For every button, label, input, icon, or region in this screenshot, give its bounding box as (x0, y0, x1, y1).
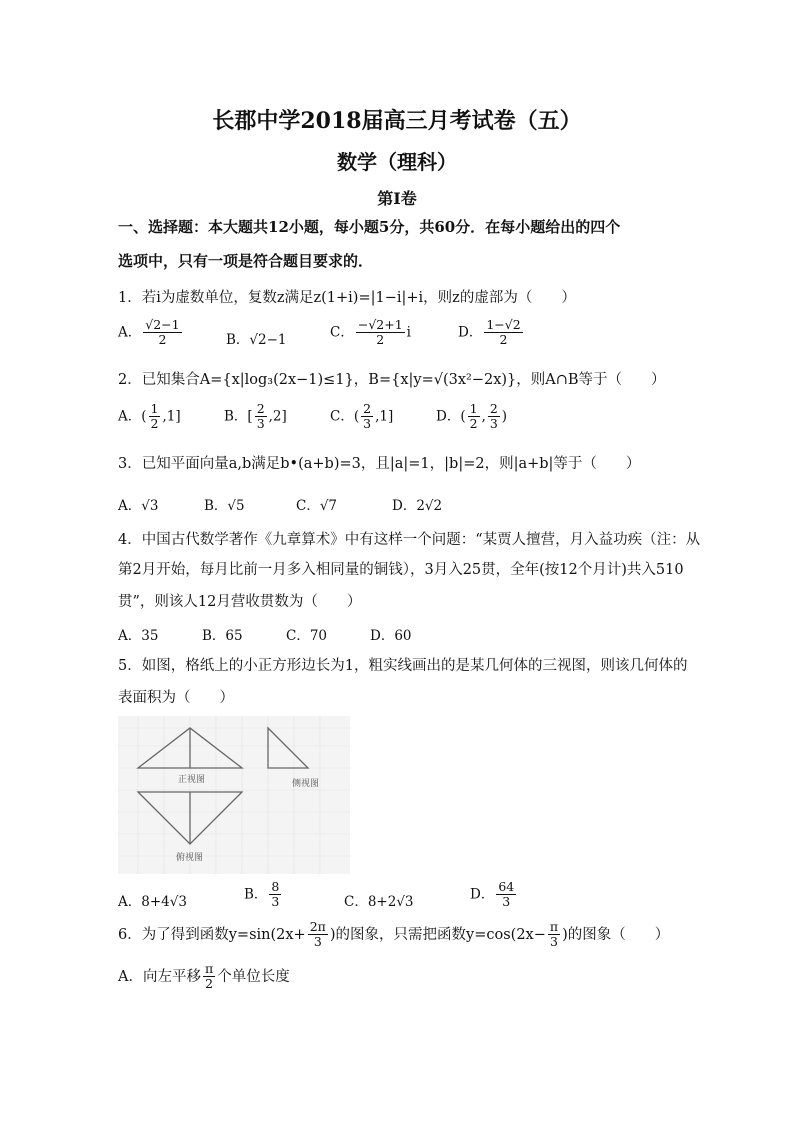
q4-stem-line3: 贯”，则该人12月营收贯数为（ ） (118, 594, 362, 610)
section-heading-line2: 选项中，只有一项是符合题目要求的． (118, 252, 374, 270)
q5-option-c: C．8+2√3 (344, 894, 414, 910)
page-subtitle: 数学（理科） (337, 150, 457, 174)
section-heading-line1: 一、选择题：本大题共12小题，每小题5分，共60分．在每小题给出的四个 (118, 218, 621, 236)
q5-stem-line1: 5．如图，格纸上的小正方形边长为1，粗实线画出的是某几何体的三视图，则该几何体的 (118, 658, 688, 674)
q3-option-b: B．√5 (204, 498, 245, 514)
q4-option-c: C．70 (286, 628, 328, 644)
q1-option-a: A． $\frac{√2-1}{2}$ (118, 317, 180, 348)
q1-option-b: B．√2−1 (226, 332, 287, 348)
q2-stem: 2．已知集合A={x|log₃(2x−1)≤1}，B={x|y=√(3x²−2x)}，则A∩B等于（ ） (118, 372, 666, 388)
side-view-label: 侧视图 (292, 779, 320, 789)
q4-option-d: D．60 (370, 628, 412, 644)
q4-option-b: B．65 (202, 628, 243, 644)
volume-label: 第Ⅰ卷 (377, 189, 417, 208)
q2-option-a: A．( $\frac{1}{2}$ ,1] (118, 401, 181, 432)
q4-stem-line2: 第2月开始，每月比前一月多入相同量的铜钱），3月入25贯，全年(按12个月计)共入510 (118, 562, 684, 578)
q2-option-d: D．( $\frac{1}{2}$ , $\frac{2}{3}$ ) (436, 401, 508, 432)
q3-option-a: A．√3 (118, 498, 159, 514)
q1-stem: 1．若i为虚数单位，复数z满足z(1+i)=|1−i|+i，则z的虚部为（ ） (118, 290, 576, 306)
q3-stem: 3．已知平面向量a,b满足b•(a+b)=3，且|a|=1，|b|=2，则|a+b|等于（ ） (118, 456, 641, 472)
page-title: 长郡中学2018届高三月考试卷（五） (212, 108, 582, 134)
q6-stem: 6．为了得到函数y=sin(2x+ $\frac{2\pi}{3}$ )的图象，只需把函数y=cos(2x− $\frac{\pi}{3}$ )的图象（ ） (118, 919, 670, 950)
q3-option-c: C．√7 (296, 498, 338, 514)
q2-option-b: B．[ $\frac{2}{3}$ ,2] (224, 401, 287, 432)
three-view-figure (118, 716, 350, 874)
q1-option-d: D． $\frac{1-√2}{2}$ (458, 317, 521, 348)
top-view-label: 俯视图 (176, 853, 204, 863)
q2-option-c: C．( $\frac{2}{3}$ ,1] (330, 401, 394, 432)
q6-option-a: A．向左平移 $\frac{\pi}{2}$ 个单位长度 (118, 961, 290, 992)
q4-option-a: A．35 (118, 628, 159, 644)
q3-option-d: D．2√2 (392, 498, 443, 514)
q1-option-c: C． $\frac{-√2+1}{2}$ i (330, 317, 411, 348)
q5-option-a: A．8+4√3 (118, 894, 187, 910)
q5-stem-line2: 表面积为（ ） (118, 690, 234, 706)
q4-stem-line1: 4．中国古代数学著作《九章算术》中有这样一个问题：“某贾人擅营，月入益功疾（注：从 (118, 532, 701, 548)
front-view-label: 正视图 (178, 775, 206, 785)
q5-option-d: D． $\frac{64}{3}$ (470, 879, 515, 910)
q5-option-b: B． $\frac{8}{3}$ (244, 879, 280, 910)
